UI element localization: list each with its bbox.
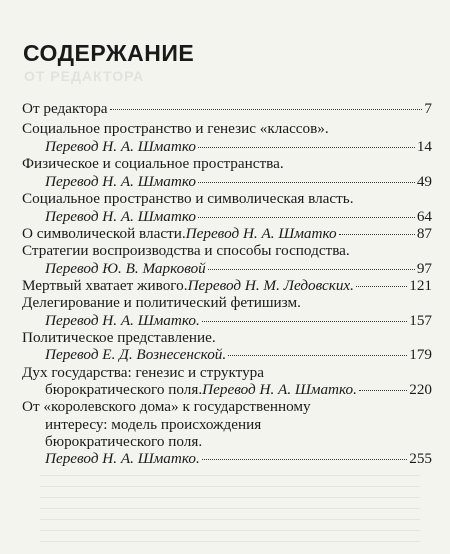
toc-translator-line [45, 346, 432, 364]
toc-entry [22, 190, 354, 208]
dot-leader [208, 268, 415, 270]
toc-entry-title: бюрократического поля. [45, 433, 203, 450]
toc-translator: Перевод Н. А. Шматко [45, 173, 196, 190]
toc-entry [45, 381, 432, 399]
dot-leader [228, 354, 407, 356]
toc-entry [22, 225, 432, 243]
toc-page-number: 14 [416, 138, 432, 155]
toc-translator-line [45, 260, 432, 278]
toc-translator-line [45, 312, 432, 330]
toc-translator-line [45, 173, 432, 191]
toc-page-number: 87 [416, 225, 432, 242]
toc-page-number: 7 [424, 100, 432, 117]
toc-entry [22, 277, 432, 295]
toc-entry-title: Политическое представление. [22, 329, 216, 346]
dot-leader [202, 458, 407, 460]
toc-page-number: 179 [409, 346, 432, 363]
toc-translator: Перевод Н. М. Ледовских. [187, 277, 354, 294]
toc-entry-title: От редактора [22, 100, 108, 117]
toc-entry [22, 100, 432, 118]
page-title: СОДЕРЖАНИЕ [23, 40, 195, 66]
bleed-through-heading: ОТ РЕДАКТОРА [24, 68, 145, 84]
toc-entry-title: бюрократического поля. [45, 381, 203, 398]
dot-leader [198, 146, 415, 148]
toc-translator: Перевод Н. А. Шматко. [45, 312, 200, 329]
toc-entry [45, 416, 261, 434]
toc-entry [22, 398, 311, 416]
toc-entry [22, 329, 216, 347]
dot-leader [110, 108, 423, 110]
toc-translator: Перевод Н. А. Шматко [185, 225, 337, 242]
dot-leader [198, 216, 415, 218]
dot-leader [359, 389, 407, 391]
toc-translator: Перевод Н. А. Шматко. [45, 450, 200, 467]
toc-page-number: 121 [409, 277, 432, 294]
toc-entry [22, 364, 264, 382]
toc-page-number: 64 [416, 208, 432, 225]
toc-translator: Перевод Н. А. Шматко [45, 138, 196, 155]
toc-entry [22, 294, 301, 312]
toc-page-number: 157 [409, 312, 432, 329]
toc-page-number: 49 [416, 173, 432, 190]
toc-entry-title: Социальное пространство и генезис «классов». [22, 120, 329, 137]
dot-leader [198, 181, 415, 183]
dot-leader [202, 320, 407, 322]
toc-entry-title: Стратегии воспроизводства и способы господства. [22, 242, 350, 259]
toc-translator: Перевод Е. Д. Вознесенской. [45, 346, 227, 363]
toc-translator-line [45, 208, 432, 226]
toc-entry-title: интересу: модель происхождения [45, 416, 262, 433]
toc-entry-title: Делегирование и политический фетишизм. [22, 294, 301, 311]
toc-page-number: 255 [409, 450, 432, 467]
toc-translator: Перевод Н. А. Шматко [45, 208, 196, 225]
toc-translator-line [45, 450, 432, 468]
dot-leader [356, 285, 407, 287]
toc-translator: Перевод Н. А. Шматко. [202, 381, 357, 398]
toc-entry-title: Социальное пространство и символическая власть. [22, 190, 354, 207]
toc-entry-title: Дух государства: генезис и структура [22, 364, 265, 381]
toc-entry [22, 155, 284, 173]
toc-entry-title: Мертвый хватает живого. [22, 277, 188, 294]
toc-entry [22, 120, 329, 138]
toc-entry-title: От «королевского дома» к государственному [22, 398, 311, 415]
toc-entry-title: Физическое и социальное пространства. [22, 155, 284, 172]
toc-page-number: 220 [409, 381, 432, 398]
dot-leader [339, 233, 415, 235]
toc-translator-line [45, 138, 432, 156]
bleed-through-text [40, 475, 420, 554]
toc-entry [45, 433, 202, 451]
toc-entry-title: О символической власти. [22, 225, 186, 242]
toc-entry [22, 242, 350, 260]
toc-page-number: 97 [416, 260, 432, 277]
toc-translator: Перевод Ю. В. Марковой [45, 260, 206, 277]
